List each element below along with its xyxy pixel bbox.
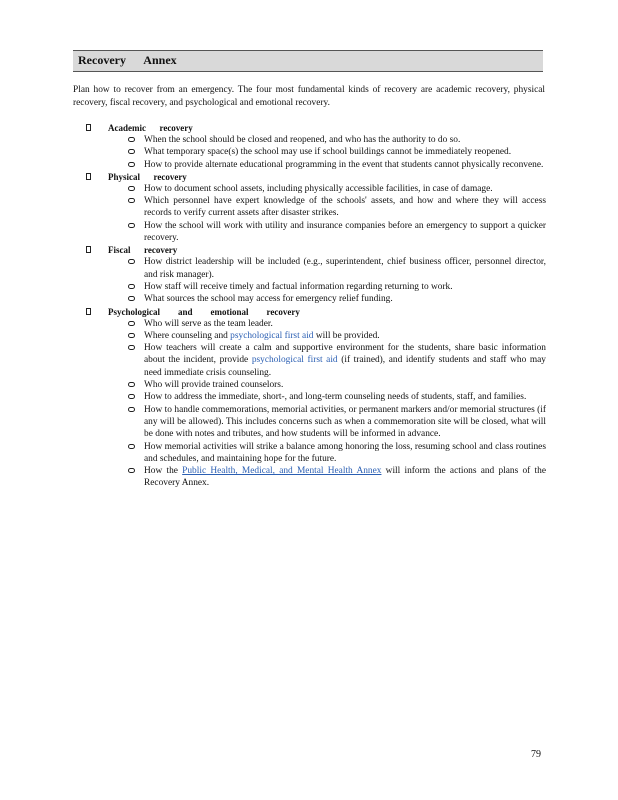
circle-bullet-icon xyxy=(128,149,135,154)
circle-bullet-icon xyxy=(128,284,135,289)
item-text: will inform the actions and plans of the Recovery Annex. xyxy=(144,466,546,489)
circle-bullet-icon xyxy=(128,468,135,473)
list-item xyxy=(86,159,546,171)
recovery-list xyxy=(86,122,546,490)
list-item xyxy=(86,146,546,158)
circle-bullet-icon xyxy=(128,259,135,264)
item-text: What sources the school may access for emergency relief funding. xyxy=(144,294,393,305)
item-text: will be provided. xyxy=(313,330,380,341)
list-item xyxy=(86,379,546,391)
item-text: How the school will work with utility and insurance companies before an emergency to support a quicker recovery. xyxy=(144,220,546,244)
list-item xyxy=(86,465,546,490)
category-heading xyxy=(86,306,546,318)
square-bullet-icon xyxy=(86,124,91,131)
list-item xyxy=(86,281,546,293)
section-heading: Recovery Annex xyxy=(78,53,177,67)
list-item xyxy=(86,404,546,441)
item-text: How to address the immediate, short-, and long-term counseling needs of students, staff, and families. xyxy=(144,392,527,403)
item-text: (if trained), and identify students and staff who may need immediate crisis counseling. xyxy=(144,355,546,378)
item-text: When the school should be closed and reopened, and who has the authority to do so. xyxy=(144,135,461,145)
category-heading xyxy=(86,244,546,256)
list-item xyxy=(86,195,546,220)
circle-bullet-icon xyxy=(128,444,135,449)
category-heading xyxy=(86,171,546,183)
circle-bullet-icon xyxy=(128,162,135,167)
item-text: How to handle commemorations, memorial activities, or permanent markers and/or memorial structures (if any will be allowed). This includes concerns such as when a commemoration site will be closed, what will be done with notes and tributes, and how students will be informed in advance. xyxy=(144,404,546,440)
psychological-first-aid-link[interactable]: psychological first aid xyxy=(230,330,314,341)
psychological-first-aid-link[interactable]: psychological first aid xyxy=(251,355,338,366)
circle-bullet-icon xyxy=(128,223,135,228)
list-item xyxy=(86,220,546,245)
list-item xyxy=(86,330,546,342)
circle-bullet-icon xyxy=(128,137,135,142)
square-bullet-icon xyxy=(86,308,91,315)
item-text: Who will provide trained counselors. xyxy=(144,380,284,391)
item-text: How to provide alternate educational programming in the event that students cannot physically reconvene. xyxy=(144,159,544,170)
list-item xyxy=(86,256,546,281)
circle-bullet-icon xyxy=(128,333,135,338)
list-item xyxy=(86,134,546,146)
item-text: How teachers will create a calm and supportive environment for the students, share basic information about the incident, provide xyxy=(144,343,546,366)
list-item xyxy=(86,391,546,403)
item-text: How to document school assets, including physically accessible facilities, in case of damage. xyxy=(144,183,493,194)
category-label: Physical recovery xyxy=(108,171,187,182)
circle-bullet-icon xyxy=(128,345,135,350)
item-text: How memorial activities will strike a balance among honoring the loss, resuming school and class routines and schedules, and maintaining hope for the future. xyxy=(144,441,546,464)
circle-bullet-icon xyxy=(128,382,135,387)
item-text: Where counseling and xyxy=(144,330,231,341)
list-item xyxy=(86,441,546,466)
page-number: 79 xyxy=(531,749,541,760)
list-item xyxy=(86,293,546,305)
square-bullet-icon xyxy=(86,173,91,180)
list-item xyxy=(86,318,546,330)
circle-bullet-icon xyxy=(128,407,135,412)
annex-link[interactable]: Public Health, Medical, and Mental Health Annex xyxy=(182,466,382,477)
square-bullet-icon xyxy=(86,246,91,253)
circle-bullet-icon xyxy=(128,321,135,326)
circle-bullet-icon xyxy=(128,394,135,399)
item-text: How staff will receive timely and factual information regarding returning to work. xyxy=(144,281,453,292)
circle-bullet-icon xyxy=(128,186,135,191)
item-text: Which personnel have expert knowledge of the schools' assets, and how and where they will access records to verify current assets after disaster strikes. xyxy=(144,196,546,219)
category-label: Fiscal recovery xyxy=(108,245,178,256)
intro-paragraph: Plan how to recover from an emergency. The four most fundamental kinds of recovery are academic recovery, physical recovery, fiscal recovery, and psychological and emotional recovery. xyxy=(73,85,545,108)
list-item xyxy=(86,183,546,195)
circle-bullet-icon xyxy=(128,198,135,203)
section-heading-bar xyxy=(73,50,543,72)
category-label: Psychological and emotional recovery xyxy=(108,306,300,317)
item-text: What temporary space(s) the school may use if school buildings cannot be immediately reopened. xyxy=(144,147,512,158)
item-text: How district leadership will be included (e.g., superintendent, chief business officer, personnel director, and risk manager). xyxy=(144,257,546,280)
item-text: How the xyxy=(144,466,183,477)
list-item xyxy=(86,342,546,379)
category-label: Academic recovery xyxy=(108,123,193,133)
circle-bullet-icon xyxy=(128,296,135,301)
item-text: Who will serve as the team leader. xyxy=(144,318,273,329)
category-heading xyxy=(86,122,546,134)
